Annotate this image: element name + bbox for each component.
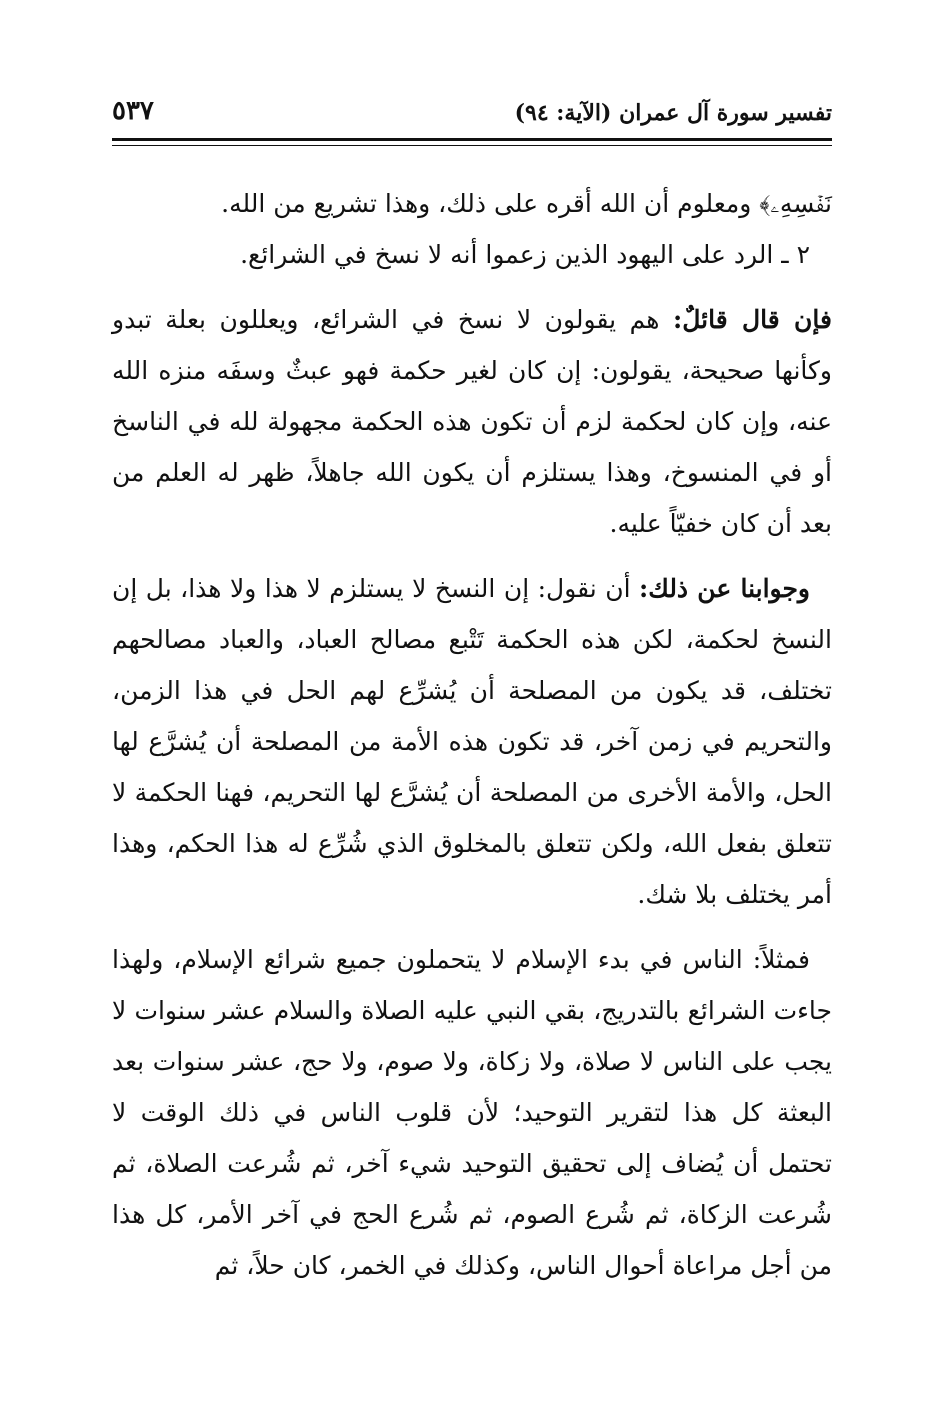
running-title: تفسير سورة آل عمران (الآية: ٩٤)	[514, 100, 832, 126]
paragraph-4	[112, 563, 832, 920]
paragraph-1-text: نَفۡسِهِۦ﴾ ومعلوم أن الله أقره على ذلك، وهذا تشريع من الله.	[221, 189, 832, 218]
paragraph-3-lead: فإن قال قائلٌ:	[673, 305, 832, 334]
header-rule-thick	[112, 138, 832, 141]
paragraph-3-text: هم يقولون لا نسخ في الشرائع، ويعللون بعلة تبدو وكأنها صحيحة، يقولون: إن كان لغير حكمة فهو عبثٌ وسفَه منزه الله عنه، وإن كان لحكمة لزم أن تكون هذه الحكمة مجهولة لله في الناسخ أو في المنسوخ، وهذا يستلزم أن يكون الله جاهلاً، ظهر له العلم من بعد أن كان خفيّاً عليه.	[112, 305, 833, 538]
header-rule-thin	[112, 145, 832, 146]
paragraph-2	[112, 229, 832, 280]
paragraph-2-text: ٢ ـ الرد على اليهود الذين زعموا أنه لا نسخ في الشرائع.	[240, 240, 810, 269]
body-text	[112, 178, 832, 1291]
paragraph-1	[112, 178, 832, 229]
page-number: ٥٣٧	[112, 96, 154, 126]
paragraph-3	[112, 294, 832, 549]
page-header	[112, 96, 832, 136]
paragraph-4-text: أن نقول: إن النسخ لا يستلزم لا هذا ولا هذا، بل إن النسخ لحكمة، لكن هذه الحكمة تَتْبع مصالح العباد، والعباد مصالحهم تختلف، قد يكون من المصلحة أن يُشرِّع لهم الحل في هذا الزمن، والتحريم في زمن آخر، قد تكون هذه الأمة من المصلحة أن يُشرَّع لها الحل، والأمة الأخرى من المصلحة أن يُشرَّع لها التحريم، فهنا الحكمة لا تتعلق بفعل الله، ولكن تتعلق بالمخلوق الذي شُرِّع له هذا الحكم، وهذا أمر يختلف بلا شك.	[112, 574, 832, 909]
paragraph-5	[112, 934, 832, 1291]
paragraph-4-lead: وجوابنا عن ذلك:	[639, 574, 810, 603]
paragraph-5-text: فمثلاً: الناس في بدء الإسلام لا يتحملون جميع شرائع الإسلام، ولهذا جاءت الشرائع بالتدريج، بقي النبي عليه الصلاة والسلام عشر سنوات لا يجب على الناس لا صلاة، ولا زكاة، ولا صوم، ولا حج، عشر سنوات بعد البعثة كل هذا لتقرير التوحيد؛ لأن قلوب الناس في ذلك الوقت لا تحتمل أن يُضاف إلى تحقيق التوحيد شيء آخر، ثم شُرعت الصلاة، ثم شُرعت الزكاة، ثم شُرع الصوم، ثم شُرع الحج في آخر الأمر، كل هذا من أجل مراعاة أحوال الناس، وكذلك في الخمر، كان حلاً، ثم	[112, 945, 833, 1280]
